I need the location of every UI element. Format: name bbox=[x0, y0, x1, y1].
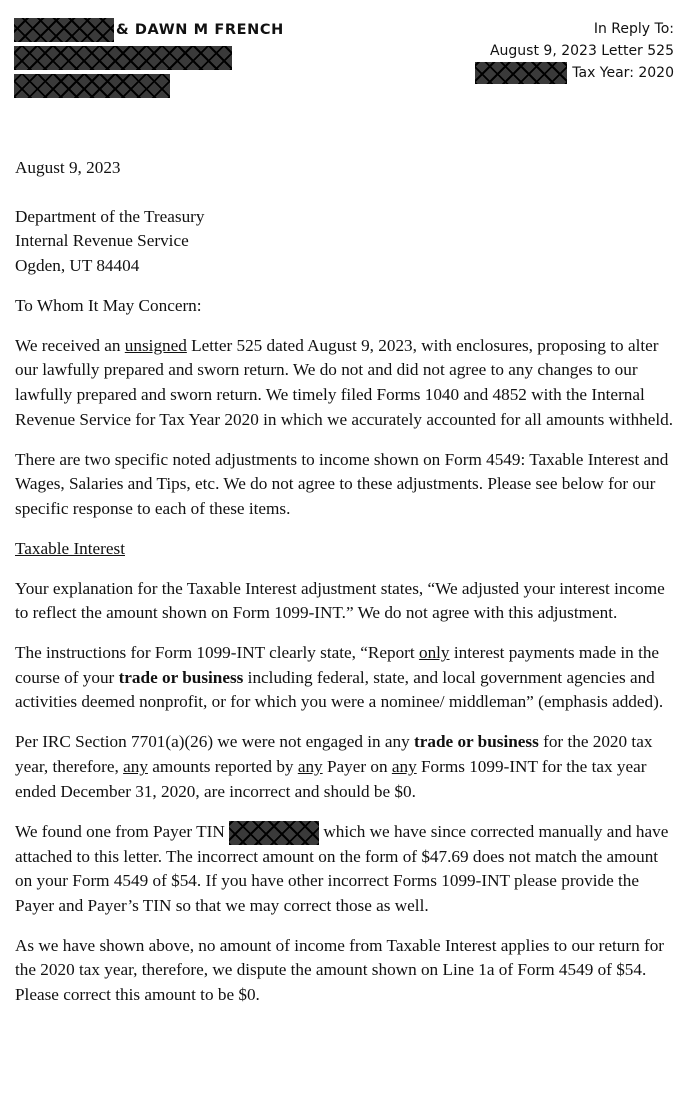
text-run: Letter 525 dated August 9, 2023, with enclosures, proposing to alter our lawfully prepared and sworn return. We do not and did not agree to any changes to our lawfully prepared and sworn return. We timely filed Forms 1040 and 4852 with the Internal Revenue Service for Tax Year 2020 in which we accurately accounted for all amounts withheld. bbox=[15, 335, 674, 429]
recipient-address bbox=[15, 205, 677, 279]
recipient-line: Internal Revenue Service bbox=[15, 231, 189, 251]
text-run: Per IRC Section 7701(a)(26) we were not engaged in any bbox=[15, 732, 415, 752]
bold-text: trade or business bbox=[118, 667, 244, 687]
recipient-line: Department of the Treasury bbox=[15, 206, 205, 226]
text-run: The instructions for Form 1099-INT clearly state, “Report bbox=[15, 643, 419, 663]
text-run: amounts reported by bbox=[147, 757, 298, 777]
paragraph-3: Your explanation for the Taxable Interest adjustment states, “We adjusted your interest income to reflect the amount shown on Form 1099-INT.” We do not agree with this adjustment. bbox=[15, 578, 665, 623]
reply-reference: August 9, 2023 Letter 525 bbox=[489, 43, 674, 59]
redacted-block bbox=[14, 74, 170, 98]
salutation: To Whom It May Concern: bbox=[15, 295, 202, 315]
underlined-text: only bbox=[418, 643, 450, 663]
underlined-text: any bbox=[123, 757, 148, 777]
paragraph-7: As we have shown above, no amount of income from Taxable Interest applies to our return for the 2020 tax year, therefore, we dispute the amount shown on Line 1a of Form 4549 of $54. Please correct this amount to be $0. bbox=[15, 935, 665, 1004]
sender-names: & DAWN M FRENCH bbox=[116, 22, 284, 38]
redacted-block bbox=[14, 46, 232, 70]
text-run: interest payments made in the course of your bbox=[15, 643, 660, 687]
bold-text: trade or business bbox=[414, 732, 539, 752]
letter-body bbox=[15, 156, 677, 1023]
text-run: which we have since corrected manually and have attached to this letter. The incorrect amount on the form of $47.69 does not match the amount on your Form 4549 of $54. If you have other incorrect Forms 1099-INT please provide the Payer and Payer’s TIN so that we may correct those as well. bbox=[15, 821, 669, 915]
letter-date: August 9, 2023 bbox=[15, 158, 121, 177]
recipient-line: Ogden, UT 84404 bbox=[15, 255, 140, 275]
paragraph-5 bbox=[15, 730, 677, 804]
text-run: We received an bbox=[15, 335, 125, 355]
paragraph-2: There are two specific noted adjustments to income shown on Form 4549: Taxable Interest and Wages, Salaries and Tips, etc. We do not agree to these adjustments. Please see below for our specific response to each of these items. bbox=[15, 449, 669, 518]
text-run: Payer on bbox=[322, 757, 392, 777]
paragraph-6 bbox=[15, 820, 677, 919]
tax-year: Tax Year: 2020 bbox=[572, 65, 674, 81]
sender-block bbox=[14, 16, 284, 100]
redacted-block bbox=[475, 62, 567, 84]
reply-block bbox=[475, 18, 674, 84]
redacted-block bbox=[14, 18, 114, 42]
paragraph-1 bbox=[15, 334, 677, 432]
text-run: Forms 1099-INT for the tax year ended December 31, 2020, are incorrect and should be $0. bbox=[15, 757, 647, 801]
reply-label: In Reply To: bbox=[593, 21, 674, 37]
underlined-text: any bbox=[391, 757, 417, 777]
paragraph-4 bbox=[15, 641, 677, 715]
text-run: We found one from Payer TIN bbox=[15, 821, 230, 841]
underlined-text: unsigned bbox=[124, 335, 187, 355]
section-heading: Taxable Interest bbox=[15, 538, 125, 558]
text-run: including federal, state, and local government agencies and activities deemed nonprofit, or for which you were a nominee/ middleman” (emphasis added). bbox=[15, 667, 664, 712]
text-run: for the 2020 tax year, therefore, bbox=[15, 732, 653, 777]
underlined-text: any bbox=[297, 757, 323, 777]
redacted-tin bbox=[229, 821, 319, 845]
